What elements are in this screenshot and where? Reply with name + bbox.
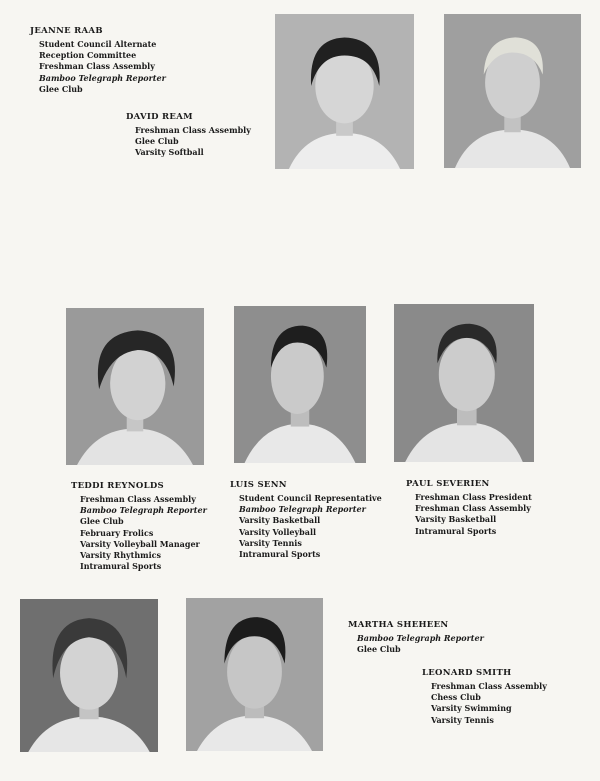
activity: Student Council Representative: [239, 493, 382, 503]
student-name: LEONARD SMITH: [422, 668, 512, 678]
entry-jeanne-raab: [30, 26, 166, 95]
portrait-photo-jeanne-raab: [275, 14, 414, 169]
activity: Intramural Sports: [415, 525, 497, 536]
activity-list: [126, 125, 251, 159]
activity: Glee Club: [357, 644, 401, 655]
activity: Glee Club: [80, 516, 124, 527]
portrait-photo-martha-sheheen: [20, 599, 158, 752]
activity: Student Council Alternate: [39, 39, 157, 49]
activity: Freshman Class Assembly: [431, 681, 547, 691]
activity: Varsity Tennis: [239, 537, 302, 548]
activity: Freshman Class Assembly: [135, 125, 251, 135]
activity: Freshman Class Assembly: [39, 61, 155, 72]
student-name: LUIS SENN: [230, 480, 287, 490]
activity: Varsity Volleyball Manager: [80, 538, 200, 549]
activity: Bamboo Telegraph Reporter: [80, 505, 207, 516]
portrait-photo-luis-senn: [234, 306, 366, 463]
activity-list: [30, 39, 166, 95]
activity: Varsity Swimming: [431, 703, 512, 714]
student-name: DAVID REAM: [126, 112, 193, 122]
activity: Varsity Basketball: [415, 514, 497, 525]
activity: Glee Club: [39, 83, 83, 94]
activity-list: [348, 633, 484, 655]
student-name: TEDDI REYNOLDS: [71, 481, 164, 491]
activity: Varsity Softball: [135, 147, 204, 158]
activity: Reception Committee: [39, 50, 137, 61]
activity: Varsity Rhythmics: [80, 550, 162, 561]
activity: Bamboo Telegraph Reporter: [357, 633, 484, 643]
portrait-photo-david-ream: [444, 14, 581, 168]
activity: Varsity Basketball: [239, 515, 321, 526]
activity: Chess Club: [431, 692, 481, 703]
activity: Varsity Tennis: [431, 714, 494, 725]
activity-list: [71, 494, 207, 572]
student-name: JEANNE RAAB: [30, 26, 103, 36]
activity: Intramural Sports: [80, 561, 162, 572]
activity: February Frolics: [80, 527, 154, 538]
entry-paul-severien: [406, 479, 532, 537]
entry-martha-sheheen: [348, 620, 484, 655]
entry-leonard-smith: [422, 668, 547, 726]
student-name: MARTHA SHEHEEN: [348, 620, 449, 630]
student-name: PAUL SEVERIEN: [406, 479, 490, 489]
activity: Glee Club: [135, 136, 179, 147]
activity: Freshman Class President: [415, 492, 532, 502]
portrait-photo-paul-severien: [394, 304, 534, 462]
activity: Varsity Volleyball: [239, 526, 317, 537]
portrait-photo-leonard-smith: [186, 598, 323, 751]
activity: Freshman Class Assembly: [415, 503, 531, 514]
activity: Freshman Class Assembly: [80, 494, 196, 504]
activity-list: [230, 493, 382, 560]
activity: Bamboo Telegraph Reporter: [39, 72, 166, 83]
entry-david-ream: [126, 112, 251, 159]
entry-teddi-reynolds: [71, 481, 207, 572]
activity-list: [422, 681, 547, 726]
activity-list: [406, 492, 532, 537]
activity: Bamboo Telegraph Reporter: [239, 504, 366, 515]
activity: Intramural Sports: [239, 549, 321, 560]
entry-luis-senn: [230, 480, 382, 560]
portrait-photo-teddi-reynolds: [66, 308, 204, 465]
